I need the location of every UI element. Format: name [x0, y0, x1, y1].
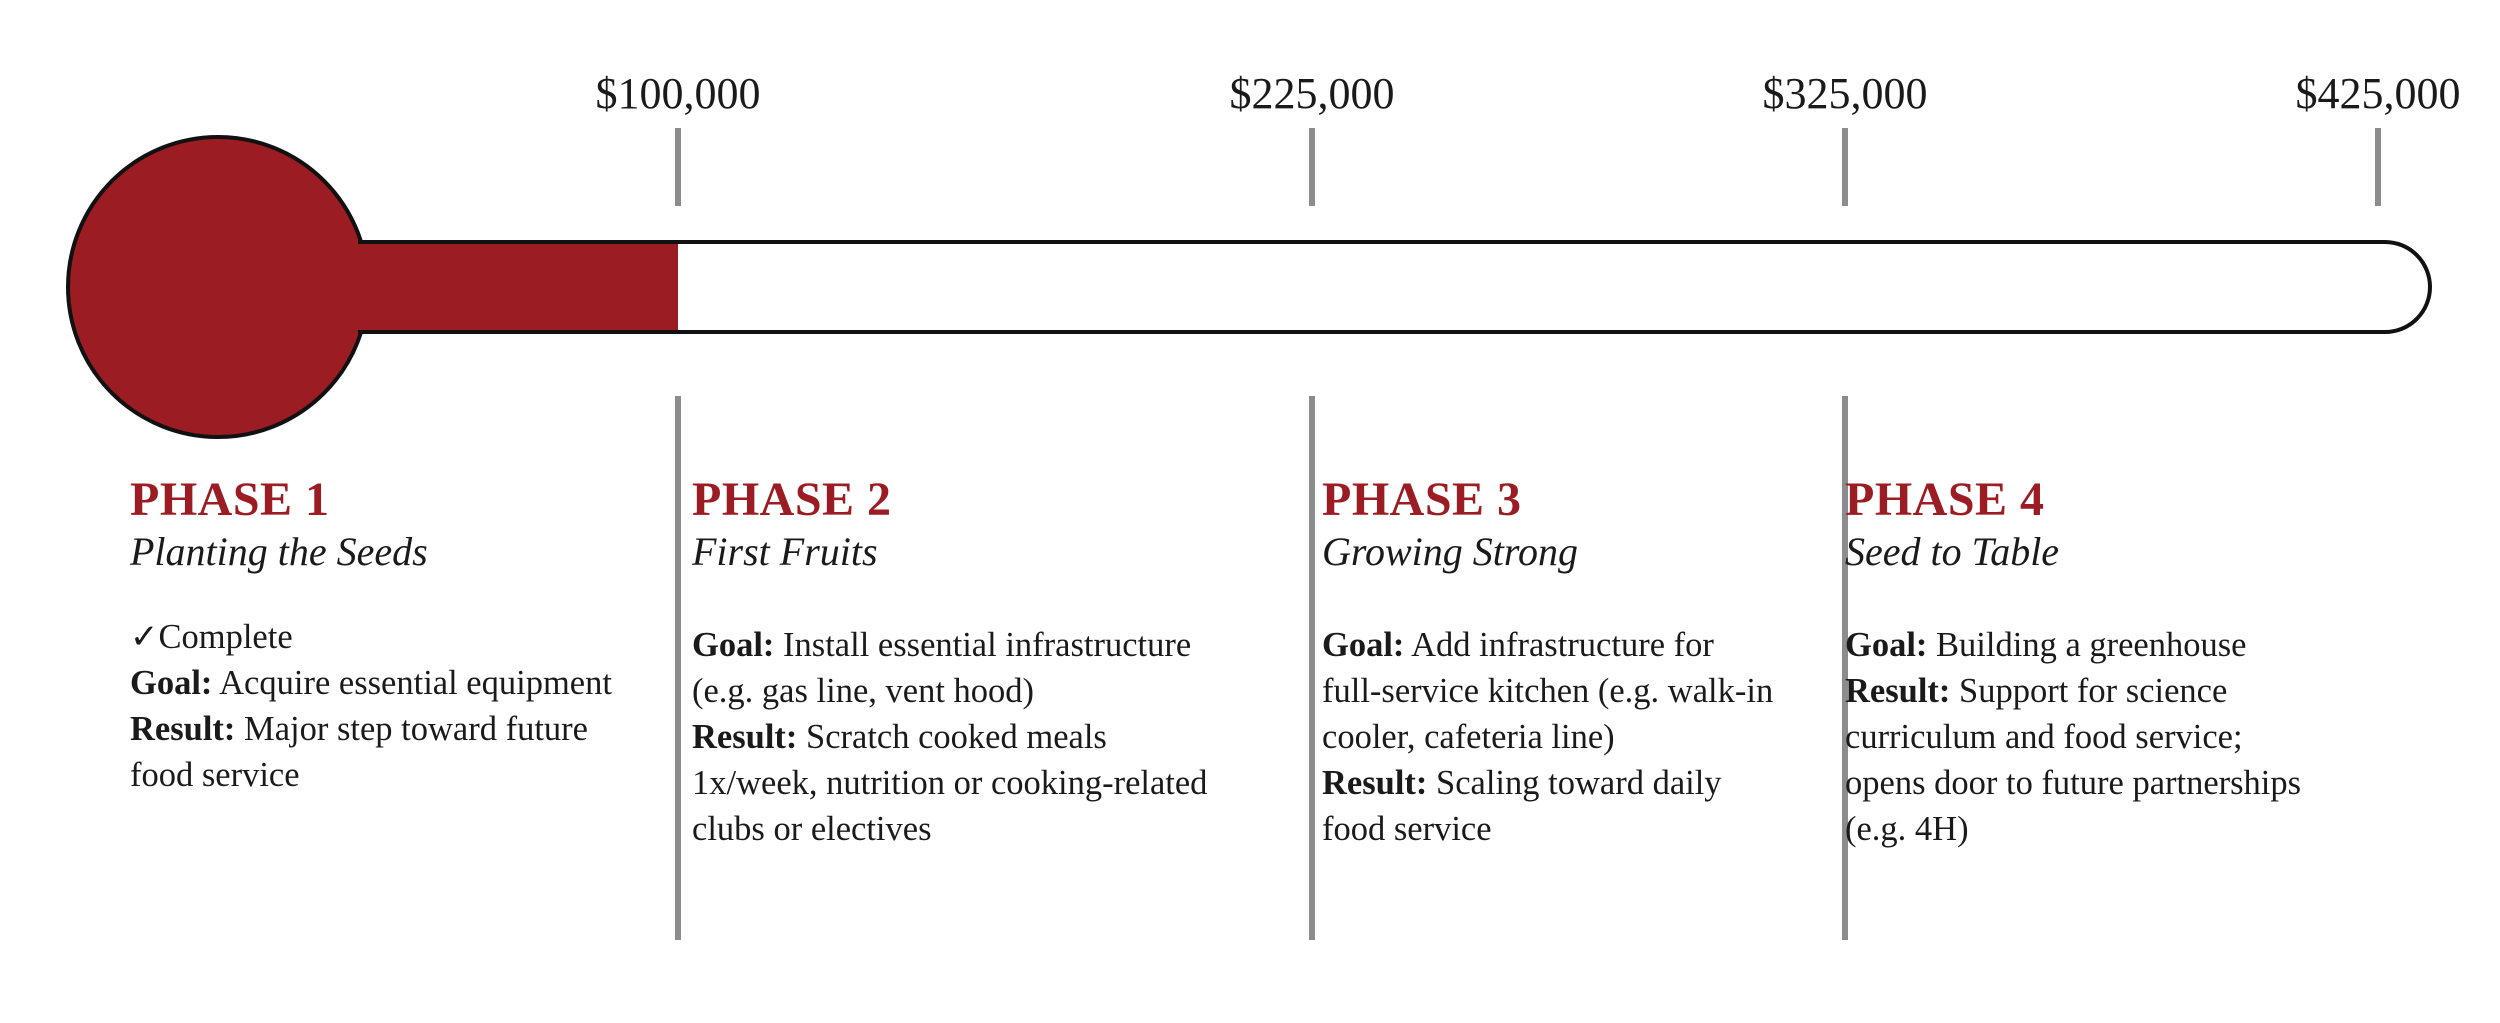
result-text: clubs or electives	[692, 810, 932, 848]
goal-label: Goal:	[692, 626, 775, 664]
thermometer-bulb	[68, 137, 368, 437]
result-text: 1x/week, nutrition or cooking-related	[692, 764, 1208, 802]
milestone-label: $325,000	[1762, 69, 1928, 118]
phase-3-result	[1322, 760, 1773, 806]
goal-text: full-service kitchen (e.g. walk-in	[1322, 672, 1774, 710]
result-text: Scratch cooked meals	[797, 718, 1107, 756]
phase-3-subtitle: Growing Strong	[1322, 529, 1578, 574]
result-label: Result:	[130, 710, 236, 748]
phase-1-status-text: Complete	[158, 618, 293, 656]
check-icon: ✓	[130, 617, 159, 657]
thermometer-neck	[354, 244, 384, 330]
goal-text: cooler, cafeteria line)	[1322, 718, 1615, 756]
phase-3-title: PHASE 3	[1322, 473, 1522, 526]
result-text: Scaling toward daily	[1427, 764, 1722, 802]
goal-label: Goal:	[1322, 626, 1405, 664]
phase-3-body	[1322, 622, 1773, 852]
phase-4-goal	[1845, 622, 2301, 668]
phase-1-result	[130, 706, 612, 752]
goal-label: Goal:	[1845, 626, 1928, 664]
result-label: Result:	[692, 718, 798, 756]
phase-2-column	[692, 472, 1207, 852]
phase-4-column	[1845, 472, 2301, 852]
result-text: Major step toward future	[235, 710, 588, 748]
result-label: Result:	[1845, 672, 1951, 710]
goal-text: (e.g. gas line, vent hood)	[692, 672, 1035, 710]
phase-4-subtitle: Seed to Table	[1845, 529, 2060, 574]
phase-2-title: PHASE 2	[692, 473, 892, 526]
result-text: food service	[1322, 810, 1492, 848]
result-text: curriculum and food service;	[1845, 718, 2243, 756]
phase-1-status	[130, 614, 612, 660]
goal-text: Add infrastructure for	[1404, 626, 1714, 664]
goal-text: Acquire essential equipment	[212, 664, 612, 702]
result-label: Result:	[1322, 764, 1428, 802]
phase-1-goal	[130, 660, 612, 706]
phase-3-column	[1322, 472, 1773, 852]
result-text: food service	[130, 756, 300, 794]
phase-3-goal	[1322, 622, 1773, 668]
goal-text: Building a greenhouse	[1927, 626, 2247, 664]
phase-1-body	[130, 614, 612, 798]
phase-4-result	[1845, 668, 2301, 714]
phase-4-body	[1845, 622, 2301, 852]
phase-2-goal	[692, 622, 1207, 668]
phase-1-subtitle: Planting the Seeds	[130, 529, 428, 574]
phase-2-body	[692, 622, 1207, 852]
goal-label: Goal:	[130, 664, 213, 702]
phase-1-column	[130, 472, 612, 798]
phase-2-subtitle: First Fruits	[692, 529, 878, 574]
goal-text: Install essential infrastructure	[774, 626, 1192, 664]
result-text: Support for science	[1950, 672, 2228, 710]
phase-4-title: PHASE 4	[1845, 473, 2045, 526]
result-text: (e.g. 4H)	[1845, 810, 1969, 848]
milestone-label: $425,000	[2295, 69, 2461, 118]
milestone-label: $100,000	[595, 69, 761, 118]
phase-2-result	[692, 714, 1207, 760]
milestone-label: $225,000	[1229, 69, 1395, 118]
phase-1-title: PHASE 1	[130, 473, 330, 526]
result-text: opens door to future partnerships	[1845, 764, 2302, 802]
